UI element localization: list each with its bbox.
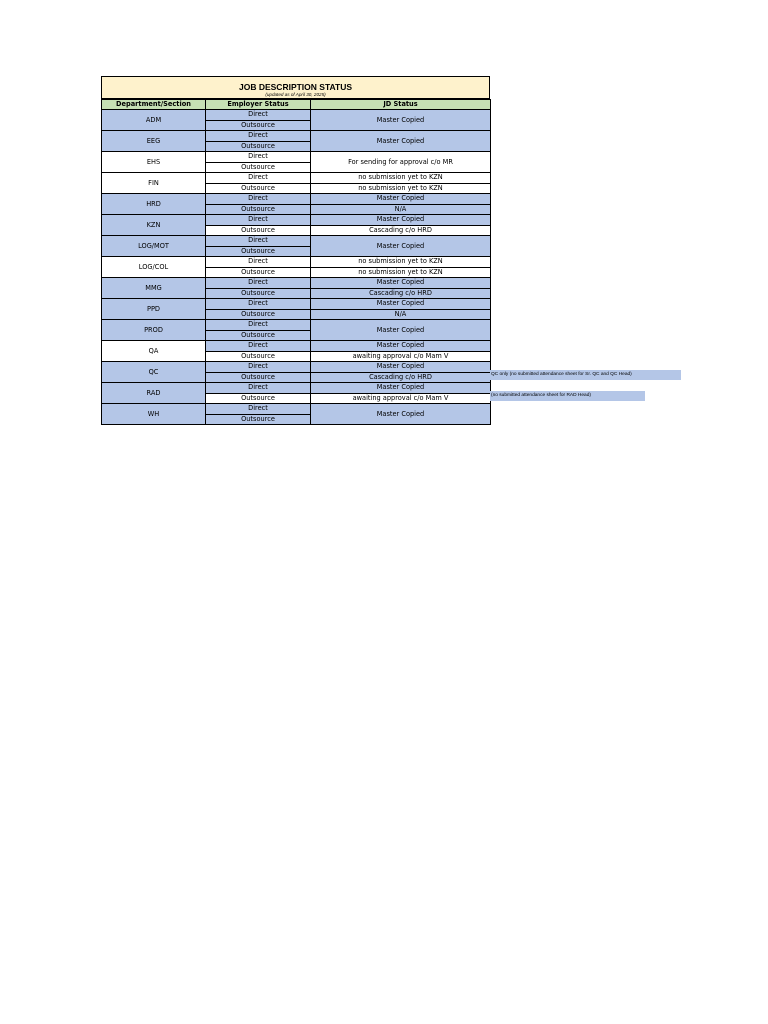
header-jd-status[interactable]: JD Status xyxy=(311,100,491,110)
status-table xyxy=(101,99,491,425)
employer-outsource-wh[interactable]: Outsource xyxy=(206,414,311,425)
jd-status-eeg[interactable]: Master Copied xyxy=(311,131,491,152)
employer-outsource-eeg[interactable]: Outsource xyxy=(206,141,311,152)
jd-status-ehs[interactable]: For sending for approval c/o MR xyxy=(311,152,491,173)
table-row xyxy=(102,257,491,268)
table-row xyxy=(102,362,491,373)
employer-direct-mmg[interactable]: Direct xyxy=(206,278,311,289)
table-row xyxy=(102,383,491,394)
employer-direct-kzn[interactable]: Direct xyxy=(206,215,311,226)
employer-outsource-log-mot[interactable]: Outsource xyxy=(206,246,311,257)
jd-status-kzn-outsource[interactable]: Cascading c/o HRD xyxy=(311,225,491,236)
table-row xyxy=(102,173,491,184)
jd-status-kzn-direct[interactable]: Master Copied xyxy=(311,215,491,226)
title-box xyxy=(101,76,490,99)
jd-status-adm[interactable]: Master Copied xyxy=(311,110,491,131)
jd-status-qc-direct[interactable]: Master Copied xyxy=(311,362,491,373)
dept-cell-kzn[interactable]: KZN xyxy=(102,215,206,236)
job-description-sheet xyxy=(101,76,490,425)
employer-outsource-kzn[interactable]: Outsource xyxy=(206,225,311,236)
employer-outsource-log-col[interactable]: Outsource xyxy=(206,267,311,278)
employer-outsource-fin[interactable]: Outsource xyxy=(206,183,311,194)
employer-outsource-qa[interactable]: Outsource xyxy=(206,351,311,362)
employer-direct-log-col[interactable]: Direct xyxy=(206,257,311,268)
employer-outsource-prod[interactable]: Outsource xyxy=(206,330,311,341)
employer-outsource-ppd[interactable]: Outsource xyxy=(206,309,311,320)
jd-status-fin-outsource[interactable]: no submission yet to KZN xyxy=(311,183,491,194)
jd-status-prod[interactable]: Master Copied xyxy=(311,320,491,341)
table-body xyxy=(102,110,491,425)
dept-cell-hrd[interactable]: HRD xyxy=(102,194,206,215)
note-qc[interactable]: QC only (no submitted attendance sheet for Sr. QC and QC Head) xyxy=(490,370,681,380)
jd-status-mmg-direct[interactable]: Master Copied xyxy=(311,278,491,289)
table-row xyxy=(102,341,491,352)
dept-cell-eeg[interactable]: EEG xyxy=(102,131,206,152)
dept-cell-log-col[interactable]: LOG/COL xyxy=(102,257,206,278)
header-employer-status[interactable]: Employer Status xyxy=(206,100,311,110)
table-row xyxy=(102,404,491,415)
dept-cell-prod[interactable]: PROD xyxy=(102,320,206,341)
dept-cell-log-mot[interactable]: LOG/MOT xyxy=(102,236,206,257)
dept-cell-rad[interactable]: RAD xyxy=(102,383,206,404)
table-row xyxy=(102,236,491,247)
table-row xyxy=(102,320,491,331)
employer-direct-rad[interactable]: Direct xyxy=(206,383,311,394)
dept-cell-wh[interactable]: WH xyxy=(102,404,206,425)
jd-status-mmg-outsource[interactable]: Cascading c/o HRD xyxy=(311,288,491,299)
jd-status-log-col-direct[interactable]: no submission yet to KZN xyxy=(311,257,491,268)
table-row xyxy=(102,131,491,142)
jd-status-hrd-outsource[interactable]: N/A xyxy=(311,204,491,215)
header-row xyxy=(102,100,491,110)
jd-status-rad-outsource[interactable]: awaiting approval c/o Mam V xyxy=(311,393,491,404)
employer-direct-ehs[interactable]: Direct xyxy=(206,152,311,163)
jd-status-qa-direct[interactable]: Master Copied xyxy=(311,341,491,352)
table-row xyxy=(102,299,491,310)
employer-direct-eeg[interactable]: Direct xyxy=(206,131,311,142)
sheet-title[interactable]: JOB DESCRIPTION STATUS xyxy=(238,82,353,92)
dept-cell-fin[interactable]: FIN xyxy=(102,173,206,194)
employer-direct-fin[interactable]: Direct xyxy=(206,173,311,184)
table-row xyxy=(102,215,491,226)
dept-cell-qc[interactable]: QC xyxy=(102,362,206,383)
jd-status-rad-direct[interactable]: Master Copied xyxy=(311,383,491,394)
note-rad[interactable]: (no submitted attendance sheet for RAD Head) xyxy=(490,391,645,401)
employer-direct-prod[interactable]: Direct xyxy=(206,320,311,331)
dept-cell-qa[interactable]: QA xyxy=(102,341,206,362)
employer-direct-adm[interactable]: Direct xyxy=(206,110,311,121)
jd-status-ppd-direct[interactable]: Master Copied xyxy=(311,299,491,310)
employer-outsource-adm[interactable]: Outsource xyxy=(206,120,311,131)
jd-status-log-mot[interactable]: Master Copied xyxy=(311,236,491,257)
table-row xyxy=(102,194,491,205)
employer-outsource-ehs[interactable]: Outsource xyxy=(206,162,311,173)
header-department[interactable]: Department/Section xyxy=(102,100,206,110)
employer-direct-wh[interactable]: Direct xyxy=(206,404,311,415)
jd-status-qc-outsource[interactable]: Cascading c/o HRD xyxy=(311,372,491,383)
dept-cell-ppd[interactable]: PPD xyxy=(102,299,206,320)
table-row xyxy=(102,278,491,289)
table-row xyxy=(102,152,491,163)
employer-direct-qc[interactable]: Direct xyxy=(206,362,311,373)
dept-cell-mmg[interactable]: MMG xyxy=(102,278,206,299)
dept-cell-ehs[interactable]: EHS xyxy=(102,152,206,173)
sheet-subtitle[interactable]: (updated as of April 30, 2025) xyxy=(265,92,326,97)
jd-status-ppd-outsource[interactable]: N/A xyxy=(311,309,491,320)
dept-cell-adm[interactable]: ADM xyxy=(102,110,206,131)
employer-direct-qa[interactable]: Direct xyxy=(206,341,311,352)
jd-status-hrd-direct[interactable]: Master Copied xyxy=(311,194,491,205)
employer-outsource-qc[interactable]: Outsource xyxy=(206,372,311,383)
jd-status-fin-direct[interactable]: no submission yet to KZN xyxy=(311,173,491,184)
employer-direct-log-mot[interactable]: Direct xyxy=(206,236,311,247)
employer-outsource-mmg[interactable]: Outsource xyxy=(206,288,311,299)
jd-status-log-col-outsource[interactable]: no submission yet to KZN xyxy=(311,267,491,278)
employer-direct-hrd[interactable]: Direct xyxy=(206,194,311,205)
employer-outsource-rad[interactable]: Outsource xyxy=(206,393,311,404)
table-row xyxy=(102,110,491,121)
employer-outsource-hrd[interactable]: Outsource xyxy=(206,204,311,215)
employer-direct-ppd[interactable]: Direct xyxy=(206,299,311,310)
jd-status-qa-outsource[interactable]: awaiting approval c/o Mam V xyxy=(311,351,491,362)
jd-status-wh[interactable]: Master Copied xyxy=(311,404,491,425)
